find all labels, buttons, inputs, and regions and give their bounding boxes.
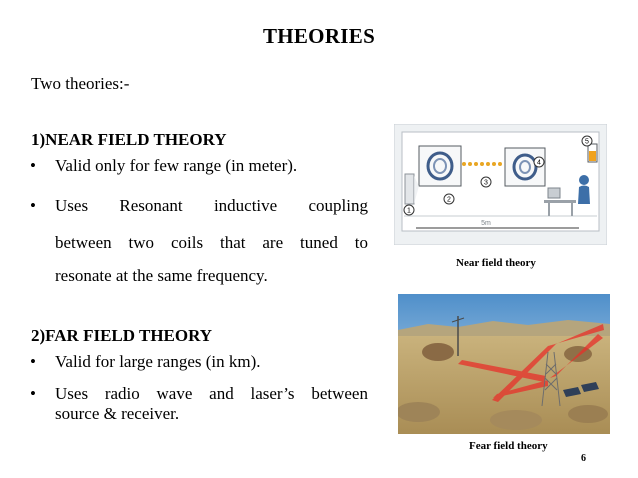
near-bullet-1: Valid only for few range (in meter).	[55, 156, 298, 175]
diagram-label-1: 1	[407, 207, 411, 215]
far-bullet-2-line-1	[55, 384, 368, 404]
word: wave	[156, 384, 193, 403]
near-bullet-2-line-3: resonate at the same frequency.	[55, 266, 268, 285]
far-bullet-1: Valid for large ranges (in km).	[55, 352, 261, 371]
word: to	[354, 233, 368, 252]
word: are	[262, 233, 284, 252]
bullet-marker: •	[30, 156, 36, 175]
far-bullet-2-line-2: source & receiver.	[55, 404, 180, 423]
bullet-marker: •	[30, 384, 36, 403]
word: two	[128, 233, 155, 252]
near-field-diagram	[394, 124, 607, 245]
diagram-label-2: 2	[447, 196, 451, 204]
bullet-marker: •	[30, 196, 36, 215]
word: tuned	[300, 233, 338, 252]
far-field-heading: 2)FAR FIELD THEORY	[31, 326, 213, 345]
bullet-marker: •	[30, 352, 36, 371]
far-field-scene	[398, 294, 610, 434]
word: Resonant	[119, 196, 183, 215]
distance-label: 5m	[481, 220, 491, 227]
near-bullet-2-line-2	[55, 233, 368, 253]
word: between	[311, 384, 368, 403]
slide-title: THEORIES	[262, 24, 376, 48]
diagram-label-3: 3	[484, 179, 488, 187]
word: laser’s	[250, 384, 295, 403]
word: and	[209, 384, 234, 403]
intro-text: Two theories:-	[31, 74, 130, 93]
far-field-caption: Fear field theory	[469, 440, 548, 452]
word: Uses	[55, 196, 89, 215]
near-field-heading: 1)NEAR FIELD THEORY	[31, 130, 227, 149]
word: Uses	[55, 384, 89, 403]
word: between	[55, 233, 112, 252]
near-bullet-2-line-1	[55, 196, 368, 216]
word: inductive	[213, 196, 278, 215]
word: coils	[170, 233, 204, 252]
diagram-label-4: 4	[537, 159, 541, 167]
word: that	[219, 233, 246, 252]
diagram-label-5: 5	[585, 138, 589, 146]
near-field-caption: Near field theory	[456, 257, 536, 269]
word: coupling	[308, 196, 368, 215]
word: radio	[104, 384, 140, 403]
page-number: 6	[581, 453, 586, 464]
